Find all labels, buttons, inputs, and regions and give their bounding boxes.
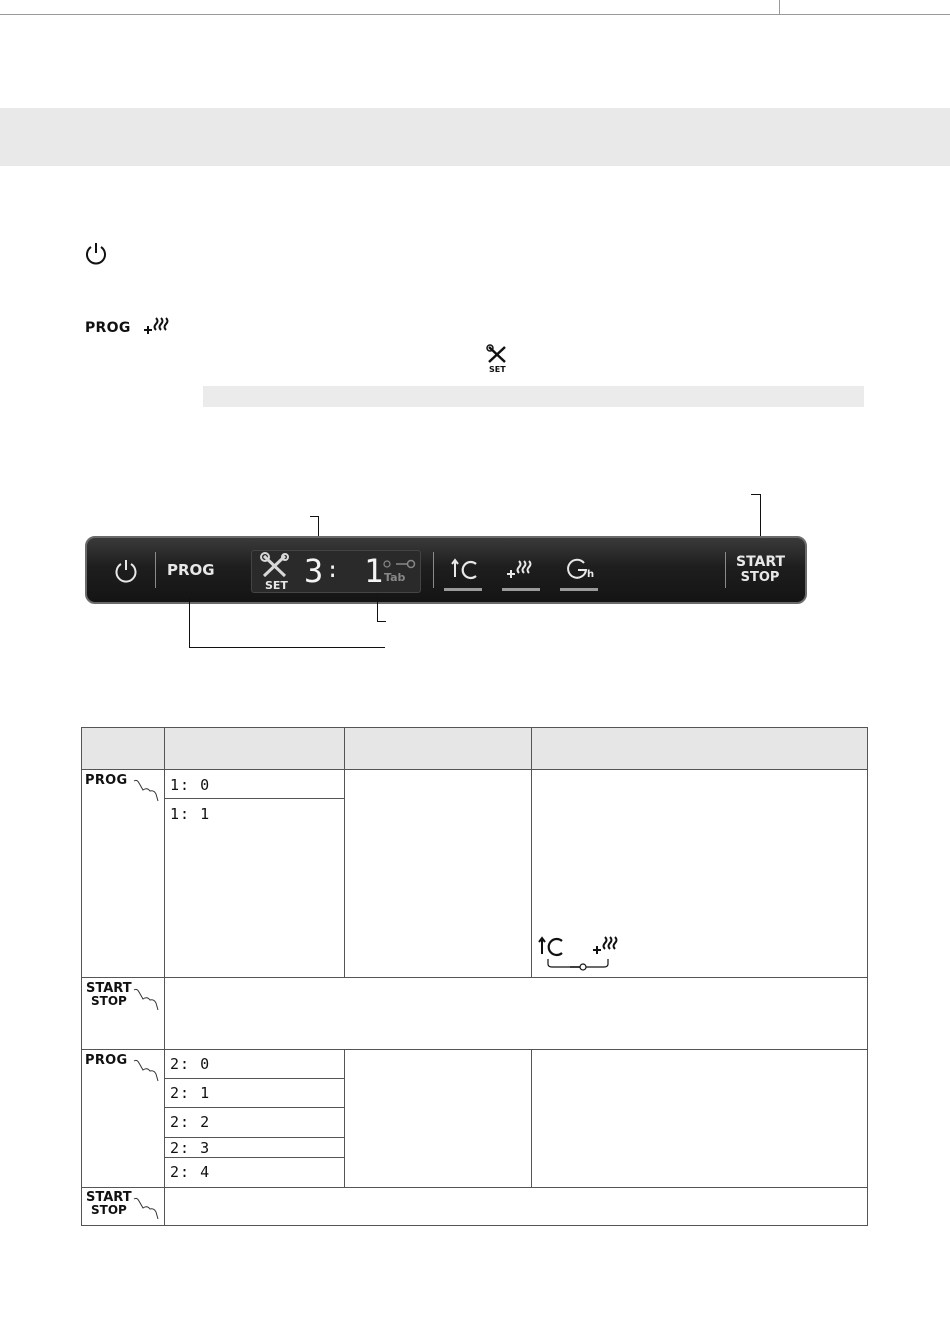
option-code: 1: 1 — [170, 805, 211, 823]
table-row-line — [164, 1137, 345, 1138]
option-code: 2: 4 — [170, 1163, 211, 1181]
callout-prog-v — [189, 598, 190, 648]
power-icon — [84, 241, 108, 267]
plus-heat-icon — [143, 316, 173, 336]
top-rule — [0, 14, 950, 15]
row1-prog-button: PROG — [85, 773, 128, 788]
display-colon: : — [326, 558, 340, 583]
temp-up-icon[interactable] — [451, 557, 479, 583]
table-col-line — [344, 1049, 345, 1187]
option-code: 2: 0 — [170, 1055, 211, 1073]
hand-press-icon — [131, 988, 161, 1012]
svg-text:SET: SET — [489, 365, 506, 374]
table-col-line — [531, 1049, 532, 1187]
hand-press-icon — [131, 1197, 161, 1221]
callout-right-digit-v — [377, 598, 378, 622]
rinse-key-indicators-icon — [382, 557, 418, 571]
timer-suffix: h — [587, 569, 595, 580]
note-band — [203, 386, 864, 407]
table-row-line — [81, 1049, 868, 1050]
display-right-digit: 1 — [364, 552, 384, 590]
row2-start-stop-button — [86, 982, 132, 1008]
panel-separator — [433, 552, 434, 588]
panel-start-stop-button[interactable] — [736, 555, 784, 585]
table-border — [81, 1225, 868, 1226]
display-left-digit: 3 — [304, 552, 324, 590]
stop-label: STOP — [91, 994, 127, 1008]
stop-label: STOP — [91, 1203, 127, 1217]
option-code: 2: 3 — [170, 1139, 211, 1157]
timer-underline — [560, 588, 598, 591]
table-row-line — [164, 1157, 345, 1158]
heat-underline — [502, 588, 540, 591]
table-row-line — [164, 798, 345, 799]
delay-timer-icon[interactable] — [566, 558, 588, 580]
table-row-line — [81, 977, 868, 978]
set-tools-icon — [485, 344, 511, 374]
top-tick — [779, 0, 780, 14]
header-band — [0, 108, 950, 166]
hand-press-icon — [131, 779, 161, 803]
start-label: START — [86, 981, 132, 996]
table-col-line — [344, 727, 345, 977]
temp-underline — [444, 588, 482, 591]
table-row-line — [164, 1107, 345, 1108]
display-tab-label: Tab — [384, 571, 406, 584]
option-code: 1: 0 — [170, 776, 211, 794]
callout-right-digit-h — [377, 621, 386, 622]
row4-start-stop-button — [86, 1191, 132, 1217]
table-border — [81, 727, 868, 728]
panel-prog-button[interactable]: PROG — [167, 561, 215, 579]
display-set-label: SET — [265, 579, 288, 592]
intro-prog-label: PROG — [85, 320, 131, 336]
panel-power-button[interactable] — [113, 557, 139, 585]
option-code: 2: 1 — [170, 1084, 211, 1102]
start-label: START — [86, 1190, 132, 1205]
table-row-line — [81, 769, 868, 770]
table-header — [81, 727, 868, 769]
panel-stop-label: STOP — [740, 570, 780, 585]
table-row-line — [164, 1078, 345, 1079]
option-code: 2: 2 — [170, 1113, 211, 1131]
hand-press-icon — [131, 1059, 161, 1083]
table-col-line — [531, 727, 532, 977]
plus-heat-icon[interactable] — [506, 559, 536, 581]
panel-separator — [155, 552, 156, 588]
table-row-line — [81, 1187, 868, 1188]
temp-up-icon — [538, 934, 566, 958]
key-lock-icon — [546, 958, 610, 972]
plus-heat-icon — [592, 935, 622, 957]
callout-prog-h — [189, 647, 385, 648]
row3-prog-button: PROG — [85, 1053, 128, 1068]
panel-separator — [725, 552, 726, 588]
panel-start-label: START — [736, 554, 786, 570]
